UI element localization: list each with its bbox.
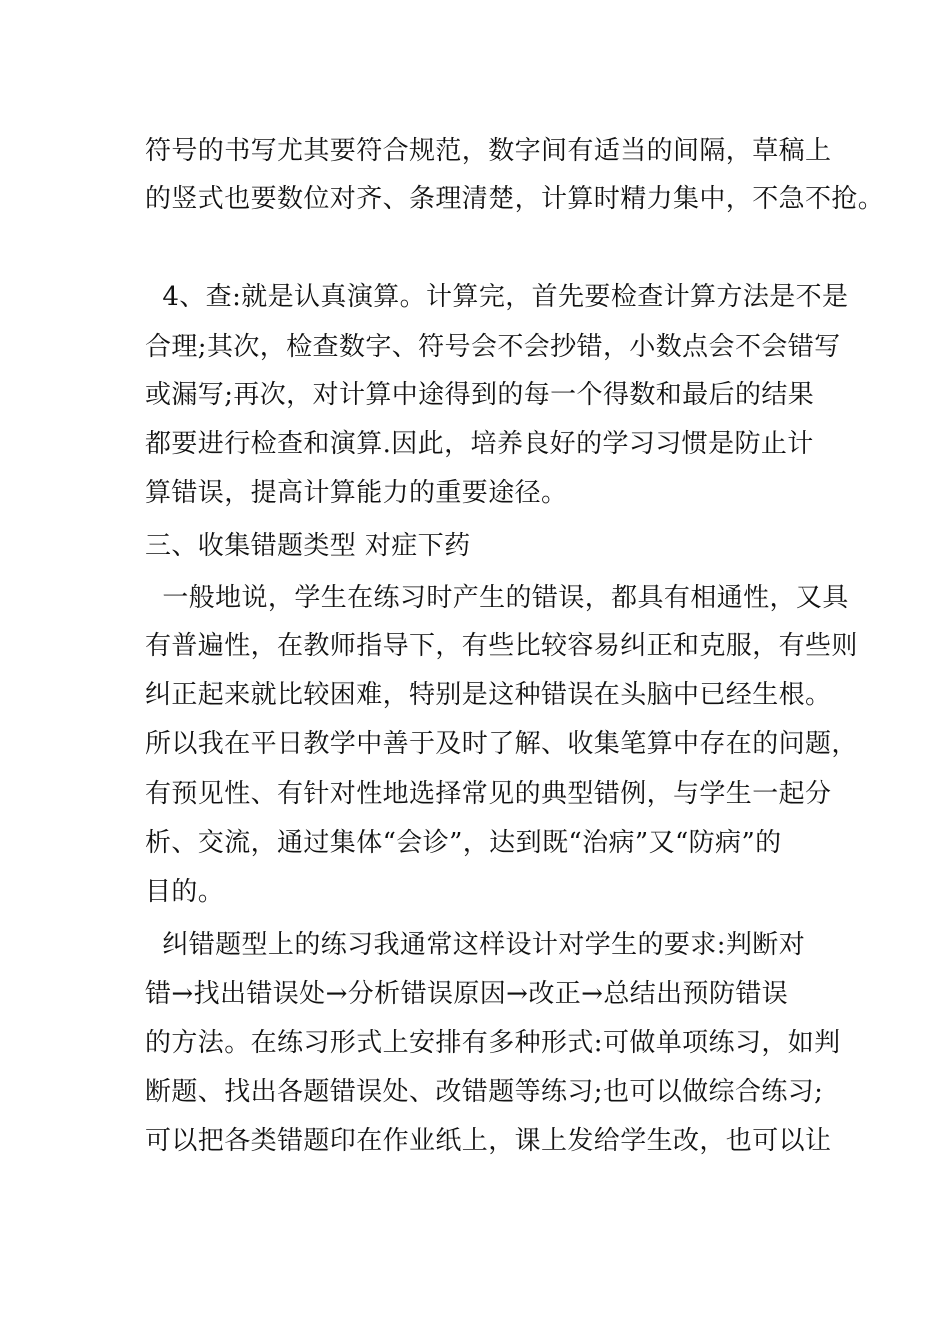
text-line: 可以把各类错题印在作业纸上，课上发给学生改，也可以让 [145,1126,832,1156]
text-line: 断题、找出各题错误处、改错题等练习;也可以做综合练习; [145,1077,824,1107]
text-line: 符号的书写尤其要符合规范，数字间有适当的间隔，草稿上 [145,136,832,166]
text-line: 目的。 [145,877,225,907]
text-line: 有普遍性，在教师指导下，有些比较容易纠正和克服，有些则 [145,631,858,661]
text-line: 错→找出错误处→分析错误原因→改正→总结出预防错误 [145,979,789,1009]
text-line: 一般地说，学生在练习时产生的错误，都具有相通性，又具 [145,583,849,613]
text-line: 纠正起来就比较困难，特别是这种错误在头脑中已经生根。 [145,680,832,710]
section-heading: 三、收集错题类型 对症下药 [145,531,471,561]
text-line: 或漏写;再次，对计算中途得到的每一个得数和最后的结果 [145,380,815,410]
text-line: 4、查:就是认真演算。计算完，首先要检查计算方法是不是 [145,282,849,312]
text-line: 合理;其次，检查数字、符号会不会抄错，小数点会不会错写 [145,332,841,362]
text-line: 析、交流，通过集体“会诊”，达到既“治病”又“防病”的 [145,828,782,858]
text-line: 所以我在平日教学中善于及时了解、收集笔算中存在的问题， [145,729,858,759]
text-line: 有预见性、有针对性地选择常见的典型错例，与学生一起分 [145,779,832,809]
text-line: 纠错题型上的练习我通常这样设计对学生的要求:判断对 [145,930,806,960]
text-line: 的竖式也要数位对齐、条理清楚，计算时精力集中，不急不抢。 [145,184,885,214]
text-line: 的方法。在练习形式上安排有多种形式:可做单项练习，如判 [145,1028,841,1058]
text-line: 都要进行检查和演算.因此，培养良好的学习习惯是防止计 [145,429,814,459]
text-line: 算错误，提高计算能力的重要途径。 [145,478,568,508]
